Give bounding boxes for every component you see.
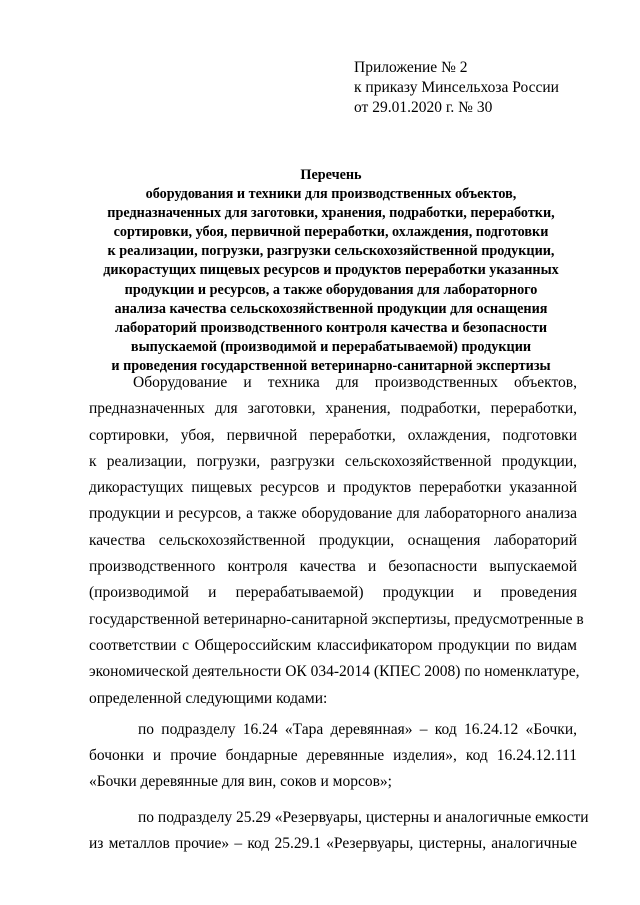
body-line: сортировки, убоя, первичной переработки, охлаждения, подготовки <box>89 426 577 444</box>
appendix-number: Приложение № 2 <box>354 59 468 76</box>
body-line: по подразделу 16.24 «Тара деревянная» – код 16.24.12 «Бочки, <box>138 720 577 738</box>
title-line: дикорастущих пищевых ресурсов и продуктов переработки указанных <box>103 262 559 279</box>
body-line: к реализации, погрузки, разгрузки сельскохозяйственной продукции, <box>89 452 577 470</box>
document-title <box>86 166 576 376</box>
title-line: и проведения государственной ветеринарно-санитарной экспертизы <box>111 357 551 374</box>
order-date: от 29.01.2020 г. № 30 <box>354 99 493 116</box>
title-line: лабораторий производственного контроля качества и безопасности <box>114 319 547 336</box>
title-line: продукции и ресурсов, а также оборудования для лабораторного <box>124 281 538 298</box>
body-line: государственной ветеринарно-санитарной экспертизы, предусмотренные в <box>89 610 584 628</box>
body-line: соответствии с Общероссийским классификатором продукции по видам <box>89 636 577 654</box>
body-line: предназначенных для заготовки, хранения, подработки, переработки, <box>89 400 577 418</box>
document-body <box>89 370 589 857</box>
title-line: сортировки, убоя, первичной переработки, охлаждения, подготовки <box>113 224 549 241</box>
body-line: Оборудование и техника для производственных объектов, <box>133 374 577 391</box>
body-line: бочонки и прочие бондарные деревянные изделия», код 16.24.12.111 <box>89 747 577 765</box>
body-line: (производимой и перерабатываемой) продукции и проведения <box>89 584 577 602</box>
title-line: к реализации, погрузки, разгрузки сельскохозяйственной продукции, <box>107 243 555 260</box>
paragraph-equipment <box>89 370 584 712</box>
body-line: экономической деятельности ОК 034-2014 (КПЕС 2008) по номенклатуре, <box>89 663 580 681</box>
body-line: качества сельскохозяйственной продукции, оснащения лабораторий <box>89 531 577 549</box>
title-line: Перечень <box>300 167 362 183</box>
body-line: дикорастущих пищевых ресурсов и продуктов переработки указанной <box>89 479 577 497</box>
title-line: предназначенных для заготовки, хранения, подработки, переработки, <box>107 205 555 222</box>
body-line: по подразделу 25.29 «Резервуары, цистерны и аналогичные емкости <box>138 808 589 826</box>
body-line: из металлов прочие» – код 25.29.1 «Резервуары, цистерны, аналогичные <box>89 835 577 853</box>
title-line: анализа качества сельскохозяйственной продукции для оснащения <box>114 300 548 317</box>
body-line: «Бочки деревянные для вин, соков и морсов»; <box>89 773 392 791</box>
body-line: производственного контроля качества и безопасности выпускаемой <box>89 558 577 576</box>
body-line: определенной следующими кодами: <box>89 689 328 707</box>
paragraph-metal-tanks <box>89 805 589 858</box>
order-reference: к приказу Минсельхоза России <box>354 79 559 96</box>
appendix-header <box>354 58 559 118</box>
title-line: оборудования и техники для производственных объектов, <box>145 186 517 203</box>
paragraph-wooden-containers <box>89 717 577 796</box>
body-line: продукции и ресурсов, а также оборудование для лабораторного анализа <box>89 505 577 523</box>
title-line: выпускаемой (производимой и перерабатываемой) продукции <box>130 338 532 355</box>
